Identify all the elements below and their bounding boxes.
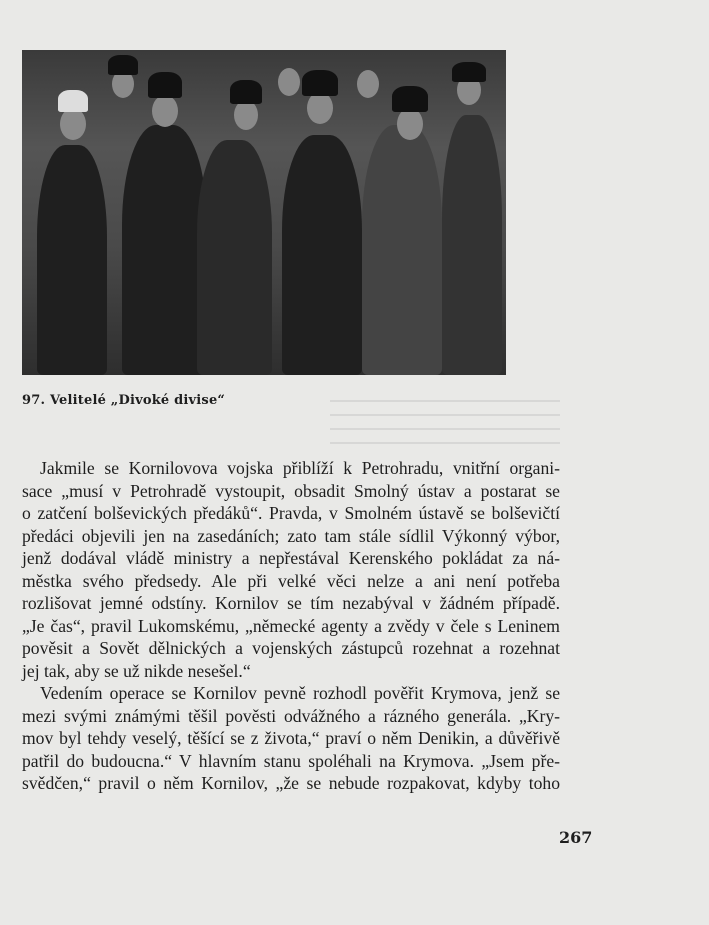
text-line: patřil do budoucna.“ V hlavním stanu spoléhali na Krymova. „Jsem pře- — [22, 750, 560, 771]
text-line: mov byl tehdy veselý, těšící se z života,“ praví o něm Denikin, a důvěřivě — [22, 728, 560, 748]
text-line: pověsit a Sovět dělnických a vojenských zástupců rozehnat a rozehnat — [22, 638, 560, 658]
text-line: mezi svými známými těšil pověsti odvážného a rázného generála. „Kry- — [22, 705, 560, 726]
text-line: jej tak, aby se už nikde nesešel.“ — [22, 660, 251, 681]
text-line: rozlišovat jemné odstíny. Kornilov se tím nezabýval v žádném případě. — [22, 593, 560, 613]
body-text — [22, 457, 560, 795]
bleed-through-text — [330, 400, 560, 450]
text-line: předáci objevili jen na zasedáních; zato tam stále sídlil Výkonný výbor, — [22, 525, 560, 546]
page-number: 267 — [559, 828, 593, 847]
text-line: sace „musí v Petrohradě vystoupit, obsadit Smolný ústav a postarat se — [22, 480, 560, 501]
text-line: o zatčení bolševických předáků“. Pravda, v Smolném ústavě se bolševičtí — [22, 503, 560, 523]
text-line: Vedením operace se Kornilov pevně rozhodl pověřit Krymova, jenž se — [40, 683, 560, 703]
text-line: městka svého předsedy. Ale při velké věci nelze a ani není potřeba — [22, 570, 560, 591]
figure-caption: 97. Velitelé „Divoké divise“ — [22, 393, 226, 408]
text-line: svědčen,“ pravil o něm Kornilov, „že se nebude rozpakovat, kdyby toho — [22, 773, 560, 793]
text-line: Jakmile se Kornilovova vojska přiblíží k Petrohradu, vnitřní organi- — [40, 458, 560, 478]
photograph-wild-division-commanders — [22, 50, 506, 375]
text-line: jenž dodával vládě ministry a nepřestával Kerenského pokládat za ná- — [22, 548, 560, 568]
text-line: „Je čas“, pravil Lukomskému, „německé agenty a zvědy v čele s Leninem — [22, 615, 560, 636]
